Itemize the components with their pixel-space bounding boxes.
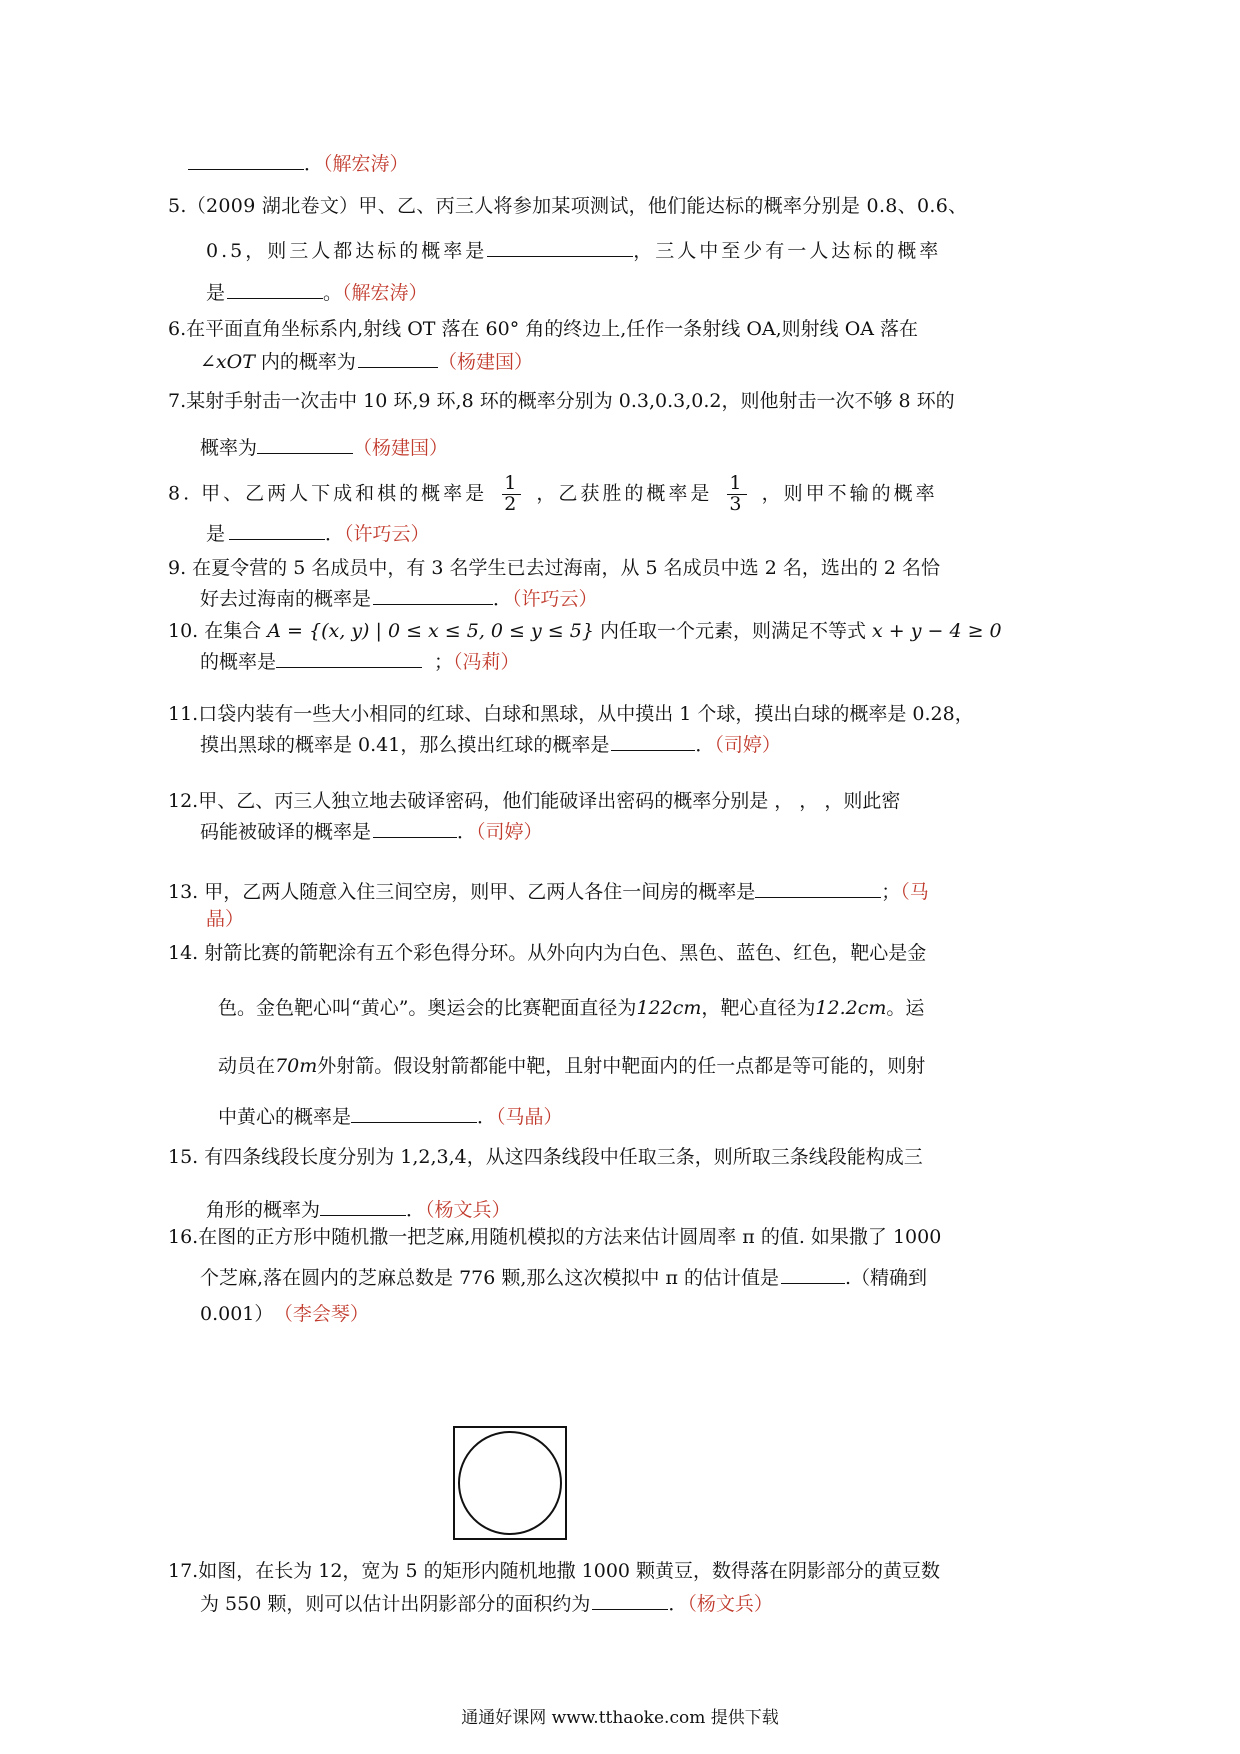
question-13-line-1: 13. 甲，乙两人随意入住三间空房，则甲、乙两人各住一间房的概率是 ；（马 xyxy=(168,878,929,904)
answer-blank[interactable] xyxy=(188,150,304,170)
answer-blank[interactable] xyxy=(373,585,493,605)
question-8-line-2: 是 ．（许巧云） xyxy=(206,520,430,546)
question-5-line-1: 5.（2009 湖北卷文）甲、乙、丙三人将参加某项测试，他们能达标的概率分别是 0.8、0.6、 xyxy=(168,195,968,217)
square-inscribed-circle-figure xyxy=(453,1426,567,1540)
author-credit: （解宏涛） xyxy=(323,153,409,175)
question-5-line-3: 是 。（解宏涛） xyxy=(206,279,428,305)
question-6-line-2: ∠xOT 内的概率为 （杨建国） xyxy=(200,348,533,374)
author-credit: （解宏涛） xyxy=(342,282,428,304)
question-14-line-1: 14. 射箭比赛的箭靶涂有五个彩色得分环。从外向内为白色、黑色、蓝色、红色，靶心是金 xyxy=(168,942,927,964)
question-8-line-1: 8. 甲、乙两人下成和棋的概率是 $\frac{1}{2}$ ，乙获胜的概率是 $\frac{1}{3}$ ，则甲不输的概率 xyxy=(168,472,938,515)
answer-blank[interactable] xyxy=(351,1103,477,1123)
question-9-line-1: 9. 在夏令营的 5 名成员中，有 3 名学生已去过海南，从 5 名成员中选 2 名，选出的 2 名恰 xyxy=(168,557,941,579)
answer-blank[interactable] xyxy=(781,1264,845,1284)
author-credit: （许巧云） xyxy=(512,588,598,610)
question-11-line-1: 11.口袋内装有一些大小相同的红球、白球和黑球，从中摸出 1 个球，摸出白球的概率是 0.28， xyxy=(168,703,974,725)
question-15-line-1: 15. 有四条线段长度分别为 1,2,3,4，从这四条线段中任取三条，则所取三条线段能构成三 xyxy=(168,1146,923,1168)
question-14-line-4: 中黄心的概率是 ．（马晶） xyxy=(218,1103,563,1129)
set-expression: A = {(x, y) | 0 ≤ x ≤ 5, 0 ≤ y ≤ 5} xyxy=(267,620,594,642)
question-17-line-1: 17.如图，在长为 12，宽为 5 的矩形内随机地撒 1000 颗黄豆，数得落在阴影部分的黄豆数 xyxy=(168,1560,941,1582)
question-6-line-1: 6.在平面直角坐标系内,射线 OT 落在 60° 角的终边上,任作一条射线 OA,则射线 OA 落在 xyxy=(168,318,919,340)
author-credit: （杨建国） xyxy=(353,437,449,459)
question-16-line-3: 0.001） （李会琴） xyxy=(200,1303,369,1325)
question-14-line-2: 色。金色靶心叫“黄心”。奥运会的比赛靶面直径为122cm，靶心直径为12.2cm。运 xyxy=(218,997,925,1019)
author-credit: （马晶） xyxy=(496,1106,563,1128)
question-17-line-2: 为 550 颗，则可以估计出阴影部分的面积约为 ．（杨文兵） xyxy=(200,1590,773,1616)
answer-blank[interactable] xyxy=(229,520,325,540)
answer-blank[interactable] xyxy=(755,878,881,898)
author-credit: 晶） xyxy=(206,908,245,930)
answer-blank[interactable] xyxy=(358,348,438,368)
author-credit: （司婷） xyxy=(476,821,543,843)
question-11-line-2: 摸出黑球的概率是 0.41，那么摸出红球的概率是 ．（司婷） xyxy=(200,731,781,757)
answer-blank[interactable] xyxy=(227,279,323,299)
page-footer: 通通好课网 www.tthaoke.com 提供下载 xyxy=(461,1708,779,1728)
inscribed-circle xyxy=(458,1431,562,1535)
question-10-line-2: 的概率是 ；（冯莉） xyxy=(200,648,520,674)
question-7-line-2: 概率为 （杨建国） xyxy=(200,434,448,460)
answer-blank[interactable] xyxy=(611,731,695,751)
question-5-line-2: 0.5，则三人都达标的概率是 ，三人中至少有一人达标的概率 xyxy=(206,237,941,263)
question-12-line-2: 码能被破译的概率是 ．（司婷） xyxy=(200,818,543,844)
question-15-line-2: 角形的概率为 ．（杨文兵） xyxy=(206,1196,511,1222)
question-10-line-1: 10. 在集合 A = {(x, y) | 0 ≤ x ≤ 5, 0 ≤ y ≤ 5} 内任取一个元素，则满足不等式 x + y − 4 ≥ 0 xyxy=(168,620,1002,642)
answer-blank[interactable] xyxy=(320,1196,406,1216)
answer-blank[interactable] xyxy=(373,818,457,838)
answer-blank[interactable] xyxy=(487,237,633,257)
answer-blank[interactable] xyxy=(276,648,422,668)
question-9-line-2: 好去过海南的概率是 ．（许巧云） xyxy=(200,585,598,611)
answer-blank[interactable] xyxy=(592,1590,668,1610)
author-credit: （杨文兵） xyxy=(425,1199,511,1221)
author-credit: （李会琴） xyxy=(283,1303,369,1325)
question-16-line-2: 个芝麻,落在圆内的芝麻总数是 776 颗,那么这次模拟中 π 的估计值是 .（精确到 xyxy=(200,1264,927,1290)
question-7-line-1: 7.某射手射击一次击中 10 环,9 环,8 环的概率分别为 0.3,0.3,0.2，则他射击一次不够 8 环的 xyxy=(168,390,955,412)
question-14-line-3: 动员在70m外射箭。假设射箭都能中靶，且射中靶面内的任一点都是等可能的，则射 xyxy=(218,1055,926,1077)
q4-tail: ．（解宏涛） xyxy=(188,150,409,176)
question-16-line-1: 16.在图的正方形中随机撒一把芝麻,用随机模拟的方法来估计圆周率 π 的值. 如果撒了 1000 xyxy=(168,1226,942,1248)
author-credit: （杨文兵） xyxy=(687,1593,773,1615)
fraction-one-third: $\frac{1}{3}$ xyxy=(729,472,745,515)
fraction-one-half: $\frac{1}{2}$ xyxy=(504,472,520,515)
author-credit: （许巧云） xyxy=(344,523,430,545)
question-13-line-2 xyxy=(206,908,244,931)
author-credit: （司婷） xyxy=(714,734,781,756)
author-credit: （冯莉） xyxy=(453,651,520,673)
question-12-line-1: 12.甲、乙、丙三人独立地去破译密码，他们能破译出密码的概率分别是 ， ， ，则此密 xyxy=(168,790,901,812)
inequality-expression: x + y − 4 ≥ 0 xyxy=(872,620,1002,642)
author-credit: （马 xyxy=(900,881,929,903)
answer-blank[interactable] xyxy=(257,434,353,454)
author-credit: （杨建国） xyxy=(437,351,533,373)
